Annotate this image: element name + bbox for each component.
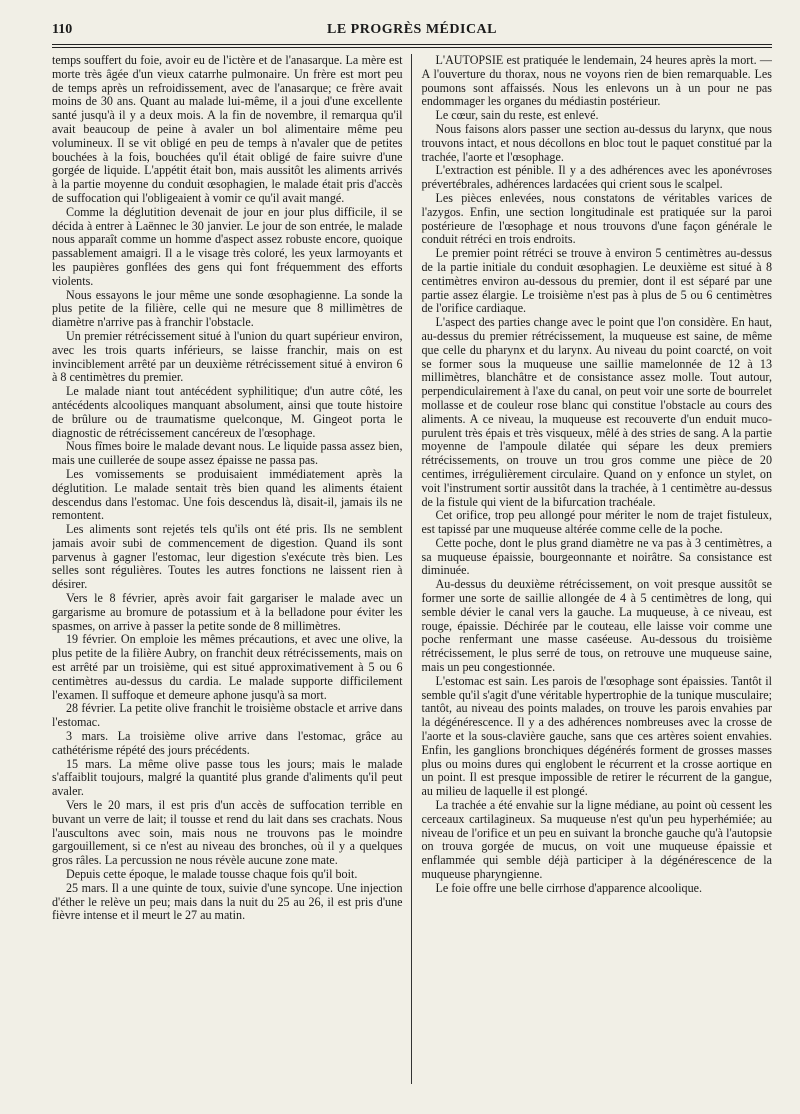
- paragraph: Vers le 20 mars, il est pris d'un accès de suffocation terrible en buvant un verre de lait; il tousse et rend du lait dans ses crachats. Nous l'auscultons avec soin, mais nous ne trouvons pas le moindre gargouillement, si ce n'est au niveau des bronches, où il y a quelques gros râles. La percussion ne nous révèle aucune zone mate.: [52, 798, 403, 868]
- header-rule-thin: [52, 47, 772, 48]
- paragraph: Au-dessus du deuxième rétrécissement, on voit presque aussitôt se former une sorte de saillie allongée de 4 à 5 centimètres de long, qui semble dévier le canal vers la gauche. La muqueuse, à ce niveau, est rouge, épaissie. Déchirée par le couteau, elle laisse voir comme une poche renfermant une masse caséeuse. Au-dessous du troisième rétrécissement, le plus serré de tous, on retrouve une muqueuse saine, mais un peu congestionnée.: [421, 577, 772, 675]
- right-column: [412, 54, 773, 1084]
- paragraph: Un premier rétrécissement situé à l'union du quart supérieur environ, avec les trois quarts inférieurs, se laisse franchir, mais on est invinciblement arrêté par un deuxième rétrécissement situé à environ 6 à 8 centimètres du premier.: [52, 328, 403, 385]
- paragraph: L'extraction est pénible. Il y a des adhérences avec les aponévroses prévertébrales, adhérences lardacées qui crient sous le scalpel.: [421, 163, 772, 192]
- paragraph: Nous essayons le jour même une sonde œsophagienne. La sonde la plus petite de la filière, celle qui ne mesure que 8 millimètres de diamètre n'arrive pas à franchir l'obstacle.: [52, 287, 403, 330]
- header-rule: [52, 44, 772, 45]
- paragraph: Les aliments sont rejetés tels qu'ils ont été pris. Ils ne semblent jamais avoir subi de commencement de digestion. Quand ils sont parvenus à gagner l'estomac, leur digestion s'exécute très bien. Les selles sont régulières. Toutes les autres fonctions ne laissent rien à désirer.: [52, 522, 403, 592]
- paragraph: Les pièces enlevées, nous constatons de véritables varices de l'azygos. Enfin, une section longitudinale est pratiquée sur la paroi postérieure de l'œsophage et nous trouvons d'une façon générale le conduit rétréci en trois endroits.: [421, 190, 772, 247]
- paragraph: 19 février. On emploie les mêmes précautions, et avec une olive, la plus petite de la filière Aubry, on franchit deux rétrécissements, mais on est arrêté par un troisième, qui est situé approximativement à 5 ou 6 centimètres au-dessus du cardia. Le malade supporte difficilement l'examen. Il suffoque et demeure aphone jusqu'à sa mort.: [52, 632, 403, 702]
- paragraph: Depuis cette époque, le malade tousse chaque fois qu'il boit.: [66, 867, 358, 882]
- paragraph: L'estomac est sain. Les parois de l'œsophage sont épaissies. Tantôt il semble qu'il s'agit d'une véritable hypertrophie de la tunique musculaire; tantôt, au niveau des points malades, on trouve les parois envahies par la dégénérescence. Il y a des adhérences nombreuses avec la crosse de l'aorte et la sous-clavière gauche, sans que ces artères soient envahies. Enfin, les ganglions bronchiques dégénérés forment de grosses masses plus ou moins dures qui englobent le récurrent et la crosse aortique en un point. Il est presque impossible de retirer le récurrent de la gangue, au milieu de laquelle il est plongé.: [421, 673, 772, 799]
- paragraph: 3 mars. La troisième olive arrive dans l'estomac, grâce au cathétérisme répété des jours précédents.: [52, 729, 403, 757]
- paragraph: Cet orifice, trop peu allongé pour mériter le nom de trajet fistuleux, est tapissé par une muqueuse altérée comme celle de la poche.: [421, 508, 772, 537]
- page-header: [52, 20, 772, 42]
- paragraph: Cette poche, dont le plus grand diamètre ne va pas à 3 centimètres, a sa muqueuse épaissie, bourgeonnante et noirâtre. Sa consistance est diminuée.: [421, 535, 772, 578]
- page-number: 110: [52, 22, 73, 37]
- paragraph: Le cœur, sain du reste, est enlevé.: [435, 108, 599, 123]
- paragraph: L'AUTOPSIE est pratiquée le lendemain, 24 heures après la mort. — A l'ouverture du thorax, nous ne voyons rien de bien remarquable. Les poumons sont affaissés. Nous les enlevons un à un pour ne pas endommager les organes du médiastin postérieur.: [421, 54, 772, 109]
- journal-title: LE PROGRÈS MÉDICAL: [326, 22, 498, 37]
- paragraph: 25 mars. Il a une quinte de toux, suivie d'une syncope. Une injection d'éther le relève un peu; mais dans la nuit du 25 au 26, il est pris d'une fièvre intense et il meurt le 27 au matin.: [52, 880, 403, 923]
- paragraph: Le malade niant tout antécédent syphilitique; d'un autre côté, les antécédents alcooliques manquant absolument, ainsi que toute histoire de brûlure ou de traumatisme quelconque, M. Gingeot porta le diagnostic de rétrécissement cancéreux de l'œsophage.: [52, 384, 403, 440]
- paragraph: Nous fîmes boire le malade devant nous. Le liquide passa assez bien, mais une cuillerée de soupe assez épaisse ne passa pas.: [52, 439, 403, 468]
- paragraph: L'aspect des parties change avec le point que l'on considère. En haut, au-dessus du premier rétrécissement, la muqueuse est saine, de même que celle du pharynx et du larynx. Au niveau du point coarcté, on voit se former sous la muqueuse une saillie mamelonnée de 12 à 13 millimètres, blanchâtre et de consistance assez molle. Tout autour, perpendiculairement à l'axe du canal, on peut voir une sorte de bourrelet mollasse et de couleur rose blanc qui constitue l'obstacle au cours des aliments. A ce niveau, la muqueuse est recouverte d'un enduit muco-purulent très épais et très visqueux, mêlé à des stries de sang. A la partie moyenne de l'ampoule dilatée qui sépare les deux premiers rétrécissements, on trouve un trou gros comme une pièce de 20 centimes, irrégulièrement circulaire. Quand on y enfonce un stylet, on voit l'instrument sortir aussitôt dans la trachée, à 1 centimètre au-dessus de la fistule qui vient de la bifurcation trachéale.: [421, 315, 772, 509]
- paragraph: temps souffert du foie, avoir eu de l'ictère et de l'anasarque. La mère est morte très âgée d'un vieux catarrhe pulmonaire. Un frère est mort peu de temps après un refroidissement, avec de l'anasarque; ce frère avait moins de 30 ans. Quant au malade lui-même, il a joui d'une excellente santé jusqu'à il y a deux mois. A la fin de novembre, il remarqua qu'il avait beaucoup de peine à avaler un bol alimentaire même peu volumineux. Il se vit obligé en peu de temps à n'avaler que de petites bouchées à la fois, bouchées qu'il était obligé de faire suivre d'une gorgée de liquide. L'appétit était bon, mais aussitôt les aliments arrivés à la partie moyenne du conduit œsophagien, le malade était pris d'accès de suffocation qui l'obligeaient à vomir ce qu'il avait mangé.: [52, 54, 403, 205]
- left-column: [52, 54, 411, 1084]
- paragraph: Vers le 8 février, après avoir fait gargariser le malade avec un gargarisme au bromure de potassium et à la belladone pour éviter les spasmes, on arrive à passer la petite sonde de 8 millimètres.: [52, 591, 403, 633]
- text-columns: [52, 54, 772, 1084]
- paragraph: Comme la déglutition devenait de jour en jour plus difficile, il se décida à entrer à Laënnec le 30 janvier. Le jour de son entrée, le malade nous apparaît comme un homme d'aspect assez robuste encore, quoique passablement amaigri. Il a le visage très coloré, les yeux larmoyants et les paupières gonflées des gens qui font fréquemment des efforts violents.: [52, 204, 403, 288]
- paragraph: Nous faisons alors passer une section au-dessus du larynx, que nous trouvons intact, et nous décollons en bloc tout le paquet constitué par la trachée, l'aorte et l'œsophage.: [421, 121, 772, 164]
- paragraph: Le foie offre une belle cirrhose d'apparence alcoolique.: [435, 880, 703, 895]
- paragraph: Le premier point rétréci se trouve à environ 5 centimètres au-dessus de la partie initiale du conduit œsophagien. Le deuxième est situé à 8 centimètres environ au-dessous du premier, dont il est séparé par une partie assez élargie. Le troisième n'est pas à plus de 5 ou 6 centimètres de l'orifice cardiaque.: [421, 246, 772, 316]
- paragraph: Les vomissements se produisaient immédiatement après la déglutition. Le malade sentait très bien quand les aliments étaient descendus dans l'estomac. Une fois descendus là, disait-il, jamais ils ne remontent.: [52, 466, 403, 523]
- paragraph: 15 mars. La même olive passe tous les jours; mais le malade s'affaiblit toujours, malgré la quantité plus grande d'aliments qu'il peut avaler.: [52, 756, 403, 799]
- paragraph: La trachée a été envahie sur la ligne médiane, au point où cessent les cerceaux cartilagineux. Sa muqueuse n'est qu'un peu hyperhémiée; au niveau de l'orifice et un peu en suivant la bronche gauche qu'à l'autopsie on trouva gorgée de mucus, on voit une muqueuse épaissie et enflammée qui semble déjà participer à la dégénérescence de la muqueuse pharyngienne.: [421, 798, 772, 882]
- paragraph: 28 février. La petite olive franchit le troisième obstacle et arrive dans l'estomac.: [52, 701, 403, 730]
